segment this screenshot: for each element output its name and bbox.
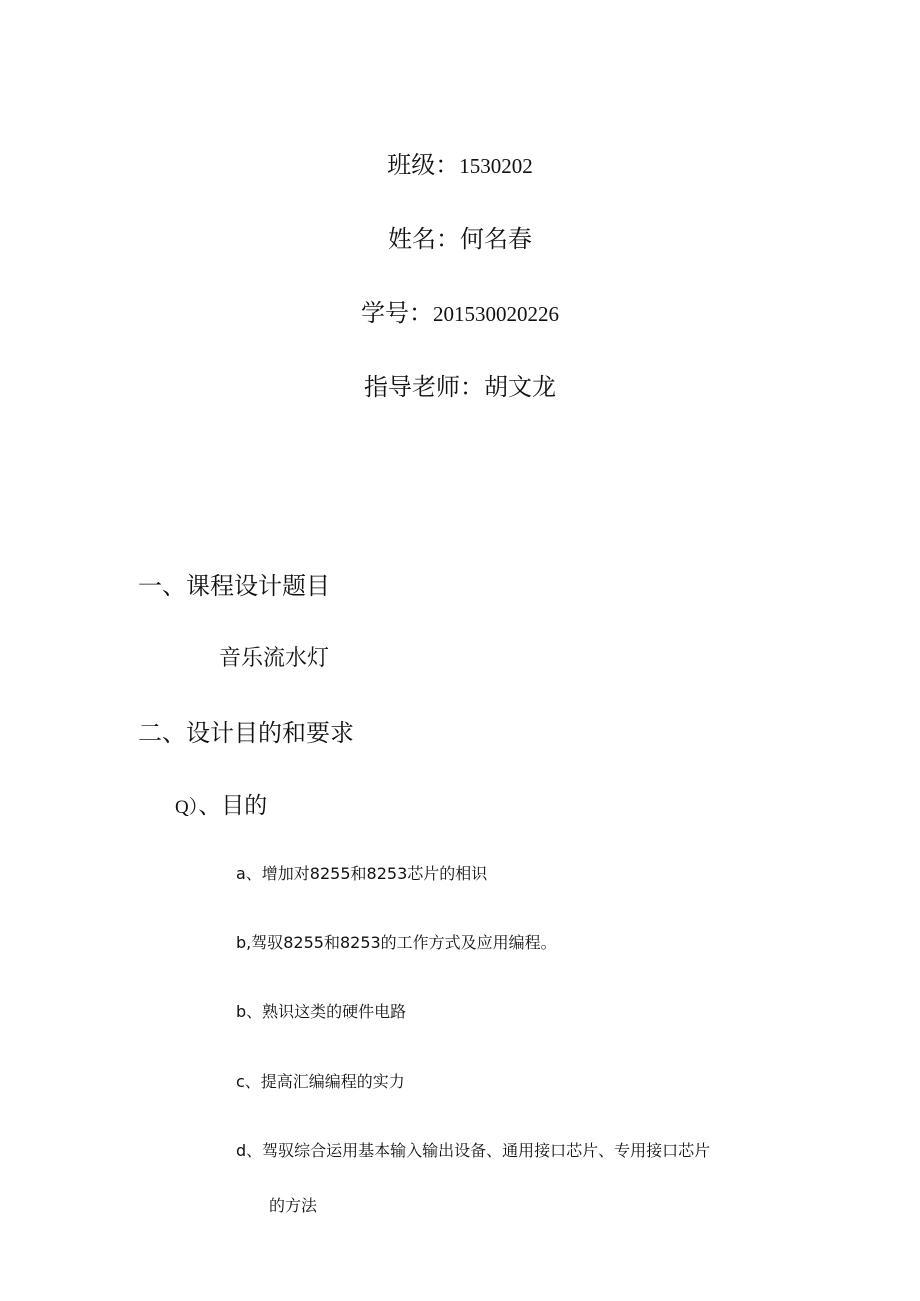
- list-item: b,驾驭8255和8253的工作方式及应用编程。: [236, 933, 557, 952]
- class-line: [0, 153, 920, 177]
- student-id-value: 201530020226: [433, 302, 559, 326]
- list-item: b、熟识这类的硬件电路: [236, 1002, 407, 1021]
- student-name: 姓名：何名春: [388, 225, 532, 253]
- section-1-heading: 一、课程设计题目: [138, 572, 330, 600]
- subsection-title: 、目的: [198, 793, 268, 819]
- student-id-label: 学号：: [361, 299, 433, 327]
- list-item: c、提高汇编编程的实力: [236, 1072, 405, 1091]
- student-id-line: [0, 301, 920, 325]
- advisor-line: 指导老师：胡文龙: [364, 373, 556, 401]
- list-item: a、增加对8255和8253芯片的相识: [236, 864, 488, 883]
- course-topic: 音乐流水灯: [219, 646, 330, 671]
- class-label: 班级：: [387, 151, 460, 179]
- section-2-heading: 二、设计目的和要求: [138, 719, 354, 747]
- subsection-marker: Q）: [175, 797, 199, 818]
- class-value: 1530202: [459, 154, 533, 178]
- list-item: d、驾驭综合运用基本输入输出设备、通用接口芯片、专用接口芯片: [236, 1141, 711, 1160]
- subsection-purpose-heading: [175, 795, 267, 818]
- list-item-continuation: 的方法: [269, 1196, 318, 1215]
